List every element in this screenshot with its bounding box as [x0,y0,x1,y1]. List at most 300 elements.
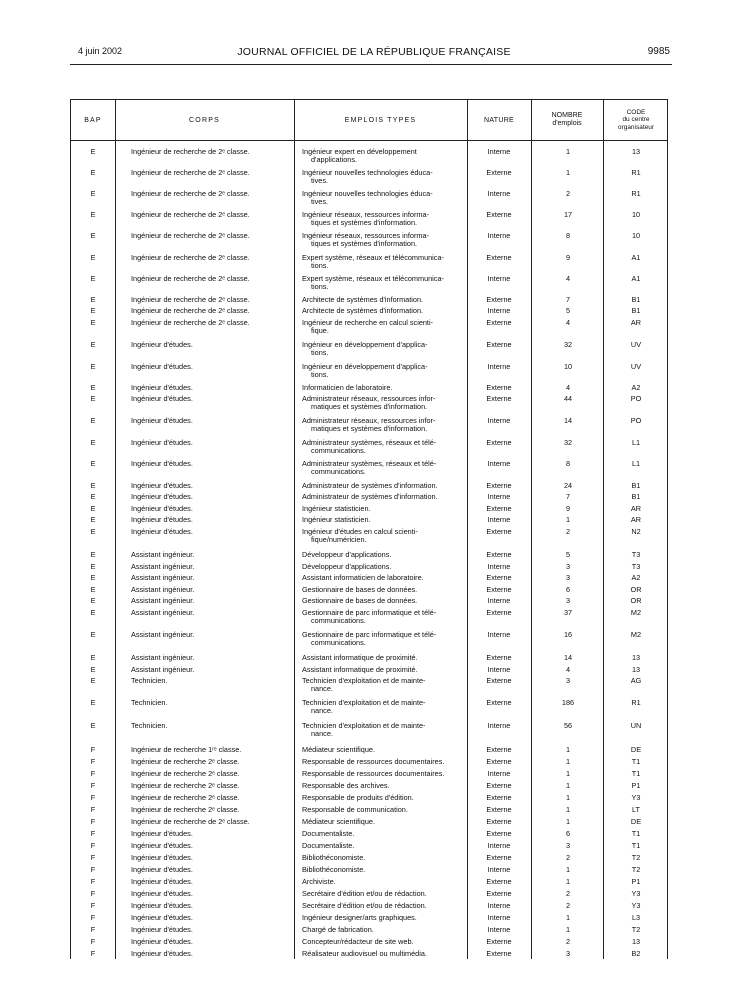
code-cell: T3 [631,562,641,571]
bap-cell: F [90,745,96,754]
emploi-cell [302,516,462,524]
nombre-cell: 44 [563,394,573,403]
nature-cell: Interne [487,147,511,156]
nature-cell: Externe [486,877,512,886]
journal-title: JOURNAL OFFICIEL DE LA RÉPUBLIQUE FRANÇAISE [237,46,511,58]
bap-cell: E [90,721,96,730]
emploi-continuation: d'applications. [311,155,358,165]
nature-cell: Externe [486,676,512,685]
nombre-cell: 9 [565,253,571,262]
header-rule [70,64,672,65]
emploi-continuation: matiques et systèmes d'information. [311,402,428,412]
emploi-cell [302,677,462,694]
corps-cell: Ingénieur de recherche de 2ᵉ classe. [131,189,250,198]
bap-cell: E [90,210,96,219]
bap-cell: E [90,481,96,490]
bap-cell: E [90,231,96,240]
nature-cell: Externe [486,608,512,617]
nature-cell: Externe [486,585,512,594]
emploi-line: Assistant informaticien de laboratoire. [302,573,424,582]
emploi-cell [302,818,462,826]
bap-cell: F [90,817,96,826]
nombre-cell: 1 [565,515,571,524]
emploi-cell [302,890,462,898]
bap-cell: E [90,653,96,662]
corps-cell: Ingénieur d'études. [131,937,193,946]
emploi-line: Concepteur/rédacteur de site web. [302,937,414,946]
bap-cell: E [90,527,96,536]
nature-cell: Externe [486,781,512,790]
bap-cell: E [90,362,96,371]
nombre-cell: 56 [563,721,573,730]
emploi-cell [302,551,462,559]
nombre-cell: 1 [565,913,571,922]
emploi-line: Architecte de systèmes d'information. [302,306,424,315]
nombre-cell: 14 [563,653,573,662]
emploi-cell [302,232,462,249]
emploi-line: Ingénieur statisticien. [302,504,371,513]
code-cell: M2 [630,608,642,617]
code-cell: A1 [631,274,641,283]
corps-cell: Ingénieur de recherche de 2ᵉ classe. [131,231,250,240]
nature-cell: Externe [486,318,512,327]
corps-cell: Ingénieur de recherche de 2ᵉ classe. [131,817,250,826]
nature-cell: Externe [486,481,512,490]
corps-cell: Assistant ingénieur. [131,653,195,662]
code-cell: OR [630,585,642,594]
emploi-cell [302,722,462,739]
emploi-line: Gestionnaire de bases de données. [302,585,418,594]
corps-cell: Ingénieur de recherche 1ʳᵉ classe. [131,745,242,754]
col-header-nombre-line2: d'emplois [552,120,582,127]
emploi-line: Ingénieur réseaux, ressources informa- [302,210,429,219]
nombre-cell: 186 [561,698,575,707]
column-divider [467,100,468,959]
code-cell: Y3 [631,901,641,910]
column-divider [115,100,116,959]
nombre-cell: 4 [565,318,571,327]
code-cell: DE [630,745,642,754]
emploi-line: Administrateur réseaux, ressources infor- [302,394,436,403]
code-cell: L1 [631,459,641,468]
bap-cell: F [90,829,96,838]
emploi-continuation: tives. [311,197,329,207]
emploi-line: Gestionnaire de parc informatique et télé- [302,608,437,617]
emploi-cell [302,363,462,380]
emploi-line: Archiviste. [302,877,336,886]
bap-cell: F [90,913,96,922]
emploi-cell [302,319,462,336]
emploi-continuation: communications. [311,467,366,477]
emploi-cell [302,854,462,862]
nombre-cell: 1 [565,793,571,802]
emploi-cell [302,190,462,207]
corps-cell: Ingénieur d'études. [131,925,193,934]
col-header-code [603,100,669,140]
emploi-line: Assistant informatique de proximité. [302,653,418,662]
nature-cell: Interne [487,231,511,240]
bap-cell: E [90,394,96,403]
emploi-continuation: matiques et systèmes d'information. [311,424,428,434]
nombre-cell: 2 [565,189,571,198]
corps-cell: Ingénieur de recherche de 2ᵉ classe. [131,306,250,315]
emploi-line: Architecte de systèmes d'information. [302,295,424,304]
nature-cell: Interne [487,913,511,922]
emploi-cell [302,842,462,850]
corps-cell: Ingénieur de recherche 2ᵉ classe. [131,793,240,802]
corps-cell: Ingénieur de recherche de 2ᵉ classe. [131,168,250,177]
corps-cell: Technicien. [131,721,168,730]
code-cell: Y3 [631,889,641,898]
nature-cell: Interne [487,901,511,910]
corps-cell: Ingénieur d'études. [131,853,193,862]
bap-cell: F [90,865,96,874]
emploi-cell [302,307,462,315]
emploi-cell [302,211,462,228]
emploi-cell [302,574,462,582]
corps-cell: Ingénieur d'études. [131,889,193,898]
nombre-cell: 14 [563,416,573,425]
emploi-line: Chargé de fabrication. [302,925,374,934]
bap-cell: F [90,805,96,814]
code-cell: AR [630,318,642,327]
nature-cell: Externe [486,889,512,898]
nature-cell: Externe [486,745,512,754]
bap-cell: F [90,925,96,934]
emploi-continuation: tives. [311,176,329,186]
code-cell: T1 [631,829,641,838]
nombre-cell: 1 [565,745,571,754]
corps-cell: Ingénieur d'études. [131,913,193,922]
emploi-continuation: nance. [311,684,333,694]
emploi-cell [302,902,462,910]
emploi-line: Administrateur de systèmes d'information. [302,492,438,501]
bap-cell: E [90,438,96,447]
col-header-code-line3: organisateur [617,123,655,131]
nature-cell: Externe [486,805,512,814]
code-cell: 13 [631,937,641,946]
emploi-line: Ingénieur nouvelles technologies éduca- [302,168,433,177]
emploi-continuation: tions. [311,348,329,358]
emploi-line: Technicien d'exploitation et de mainte- [302,721,426,730]
code-cell: A2 [631,383,641,392]
nature-cell: Interne [487,630,511,639]
emploi-line: Ingénieur statisticien. [302,515,371,524]
nombre-cell: 4 [565,274,571,283]
emploi-line: Informaticien de laboratoire. [302,383,393,392]
corps-cell: Ingénieur d'études. [131,841,193,850]
emploi-continuation: communications. [311,638,366,648]
nombre-cell: 3 [565,562,571,571]
emploi-cell [302,914,462,922]
bap-cell: F [90,853,96,862]
corps-cell: Ingénieur de recherche de 2ᵉ classe. [131,274,250,283]
nombre-cell: 1 [565,168,571,177]
column-divider [294,100,295,959]
nature-cell: Externe [486,817,512,826]
emploi-line: Gestionnaire de parc informatique et télé- [302,630,437,639]
col-header-nature: NATURE [483,116,515,124]
corps-cell: Ingénieur d'études. [131,459,193,468]
page-number: 9985 [647,46,670,57]
emploi-cell [302,341,462,358]
nombre-cell: 10 [563,362,573,371]
bap-cell: E [90,253,96,262]
bap-cell: E [90,318,96,327]
bap-cell: E [90,416,96,425]
col-header-nombre-line1: NOMBRE [551,112,583,119]
nature-cell: Externe [486,698,512,707]
emploi-line: Développeur d'applications. [302,562,392,571]
col-header-nombre [531,100,603,140]
code-cell: R1 [631,189,641,198]
code-cell: Y3 [631,793,641,802]
code-cell: DE [630,817,642,826]
code-cell: T3 [631,550,641,559]
corps-cell: Ingénieur de recherche 2ᵉ classe. [131,781,240,790]
bap-cell: E [90,585,96,594]
emploi-line: Responsable de communication. [302,805,408,814]
bap-cell: E [90,608,96,617]
corps-cell: Ingénieur d'études. [131,865,193,874]
emploi-cell [302,460,462,477]
emploi-continuation: tions. [311,282,329,292]
nature-cell: Externe [486,394,512,403]
nombre-cell: 5 [565,306,571,315]
nature-cell: Interne [487,416,511,425]
nombre-cell: 17 [563,210,573,219]
corps-cell: Ingénieur d'études. [131,515,193,524]
emploi-line: Médiateur scientifique. [302,745,376,754]
bap-cell: F [90,949,96,958]
nature-cell: Externe [486,438,512,447]
emploi-cell [302,395,462,412]
positions-table [70,99,668,959]
bap-cell: E [90,504,96,513]
nombre-cell: 1 [565,757,571,766]
nombre-cell: 1 [565,781,571,790]
emploi-cell [302,746,462,754]
bap-cell: E [90,676,96,685]
bap-cell: E [90,550,96,559]
nature-cell: Externe [486,295,512,304]
emploi-cell [302,938,462,946]
emploi-cell [302,493,462,501]
corps-cell: Ingénieur de recherche de 2ᵉ classe. [131,253,250,262]
emploi-cell [302,830,462,838]
nombre-cell: 37 [563,608,573,617]
bap-cell: E [90,340,96,349]
nature-cell: Externe [486,210,512,219]
emploi-line: Médiateur scientifique. [302,817,376,826]
emploi-line: Ingénieur designer/arts graphiques. [302,913,417,922]
nature-cell: Externe [486,253,512,262]
col-header-code-line1: CODE [626,108,646,116]
bap-cell: F [90,889,96,898]
corps-cell: Assistant ingénieur. [131,573,195,582]
emploi-cell [302,666,462,674]
nature-cell: Externe [486,527,512,536]
nombre-cell: 1 [565,865,571,874]
bap-cell: F [90,793,96,802]
emploi-continuation: fique. [311,326,329,336]
code-cell: PO [630,416,642,425]
emploi-cell [302,950,462,958]
nombre-cell: 3 [565,676,571,685]
bap-cell: E [90,698,96,707]
code-cell: T1 [631,757,641,766]
bap-cell: E [90,515,96,524]
nombre-cell: 6 [565,829,571,838]
bap-cell: E [90,459,96,468]
nature-cell: Interne [487,274,511,283]
bap-cell: E [90,189,96,198]
corps-cell: Technicien. [131,676,168,685]
corps-cell: Ingénieur de recherche 2ᵉ classe. [131,769,240,778]
emploi-cell [302,770,462,778]
nature-cell: Interne [487,459,511,468]
emploi-line: Expert système, réseaux et télécommunica- [302,274,444,283]
nombre-cell: 1 [565,925,571,934]
code-cell: UN [630,721,642,730]
emploi-line: Responsable des archives. [302,781,390,790]
emploi-cell [302,878,462,886]
nombre-cell: 2 [565,527,571,536]
emploi-continuation: nance. [311,706,333,716]
nature-cell: Externe [486,829,512,838]
code-cell: OR [630,596,642,605]
code-cell: T2 [631,925,641,934]
corps-cell: Ingénieur de recherche 2ᵉ classe. [131,757,240,766]
emploi-continuation: tiques et systèmes d'information. [311,239,418,249]
emploi-continuation: nance. [311,729,333,739]
emploi-line: Responsable de produits d'édition. [302,793,414,802]
corps-cell: Ingénieur d'études. [131,949,193,958]
corps-cell: Ingénieur d'études. [131,394,193,403]
emploi-line: Administrateur systèmes, réseaux et télé- [302,459,437,468]
code-cell: 13 [631,653,641,662]
bap-cell: E [90,665,96,674]
bap-cell: E [90,295,96,304]
nature-cell: Interne [487,665,511,674]
corps-cell: Assistant ingénieur. [131,665,195,674]
corps-cell: Assistant ingénieur. [131,550,195,559]
emploi-line: Développeur d'applications. [302,550,392,559]
bap-cell: E [90,630,96,639]
code-cell: T1 [631,769,641,778]
emploi-cell [302,275,462,292]
emploi-line: Secrétaire d'édition et/ou de rédaction. [302,889,427,898]
col-header-corps: CORPS [189,116,220,124]
bap-cell: E [90,562,96,571]
nombre-cell: 32 [563,340,573,349]
nombre-cell: 2 [565,889,571,898]
corps-cell: Assistant ingénieur. [131,608,195,617]
code-cell: AR [630,504,642,513]
emploi-cell [302,926,462,934]
corps-cell: Ingénieur de recherche de 2ᵉ classe. [131,295,250,304]
nature-cell: Interne [487,596,511,605]
bap-cell: E [90,306,96,315]
nombre-cell: 9 [565,504,571,513]
nombre-cell: 1 [565,147,571,156]
emploi-line: Bibliothéconomiste. [302,853,366,862]
emploi-line: Responsable de ressources documentaires. [302,769,445,778]
nature-cell: Interne [487,925,511,934]
emploi-line: Ingénieur de recherche en calcul scienti- [302,318,434,327]
bap-cell: F [90,757,96,766]
corps-cell: Ingénieur d'études. [131,829,193,838]
emploi-cell [302,699,462,716]
code-cell: B1 [631,306,641,315]
nombre-cell: 3 [565,596,571,605]
nombre-cell: 8 [565,459,571,468]
col-header-emplois: EMPLOIS TYPES [344,116,417,124]
code-cell: 10 [631,231,641,240]
corps-cell: Ingénieur d'études. [131,340,193,349]
nature-cell: Interne [487,306,511,315]
emploi-line: Technicien d'exploitation et de mainte- [302,698,426,707]
code-cell: LT [632,805,640,814]
emploi-cell [302,148,462,165]
page-header [78,46,670,60]
emploi-line: Administrateur de systèmes d'information. [302,481,438,490]
nature-cell: Externe [486,949,512,958]
emploi-line: Réalisateur audiovisuel ou multimédia. [302,949,427,958]
emploi-cell [302,866,462,874]
code-cell: R1 [631,698,641,707]
emploi-continuation: communications. [311,446,366,456]
emploi-cell [302,597,462,605]
nature-cell: Externe [486,757,512,766]
emploi-line: Expert système, réseaux et télécommunica- [302,253,444,262]
nombre-cell: 7 [565,492,571,501]
nature-cell: Externe [486,573,512,582]
nature-cell: Externe [486,653,512,662]
emploi-line: Administrateur réseaux, ressources infor- [302,416,436,425]
nature-cell: Externe [486,550,512,559]
emploi-line: Documentaliste. [302,829,355,838]
code-cell: L3 [631,913,641,922]
code-cell: PO [630,394,642,403]
nature-cell: Externe [486,937,512,946]
code-cell: P1 [631,877,641,886]
code-cell: N2 [631,527,641,536]
emploi-line: Gestionnaire de bases de données. [302,596,418,605]
nombre-cell: 3 [565,841,571,850]
corps-cell: Ingénieur de recherche de 2ᵉ classe. [131,147,250,156]
corps-cell: Ingénieur d'études. [131,492,193,501]
nature-cell: Externe [486,340,512,349]
emploi-line: Ingénieur nouvelles technologies éduca- [302,189,433,198]
corps-cell: Ingénieur d'études. [131,877,193,886]
emploi-line: Secrétaire d'édition et/ou de rédaction. [302,901,427,910]
emploi-cell [302,384,462,392]
corps-cell: Assistant ingénieur. [131,596,195,605]
corps-cell: Ingénieur d'études. [131,481,193,490]
bap-cell: F [90,901,96,910]
code-cell: T2 [631,865,641,874]
emploi-cell [302,296,462,304]
nombre-cell: 2 [565,937,571,946]
bap-cell: F [90,937,96,946]
bap-cell: E [90,383,96,392]
nombre-cell: 2 [565,853,571,862]
code-cell: A2 [631,573,641,582]
emploi-continuation: tiques et systèmes d'information. [311,218,418,228]
corps-cell: Ingénieur de recherche de 2ᵉ classe. [131,318,250,327]
emploi-cell [302,417,462,434]
